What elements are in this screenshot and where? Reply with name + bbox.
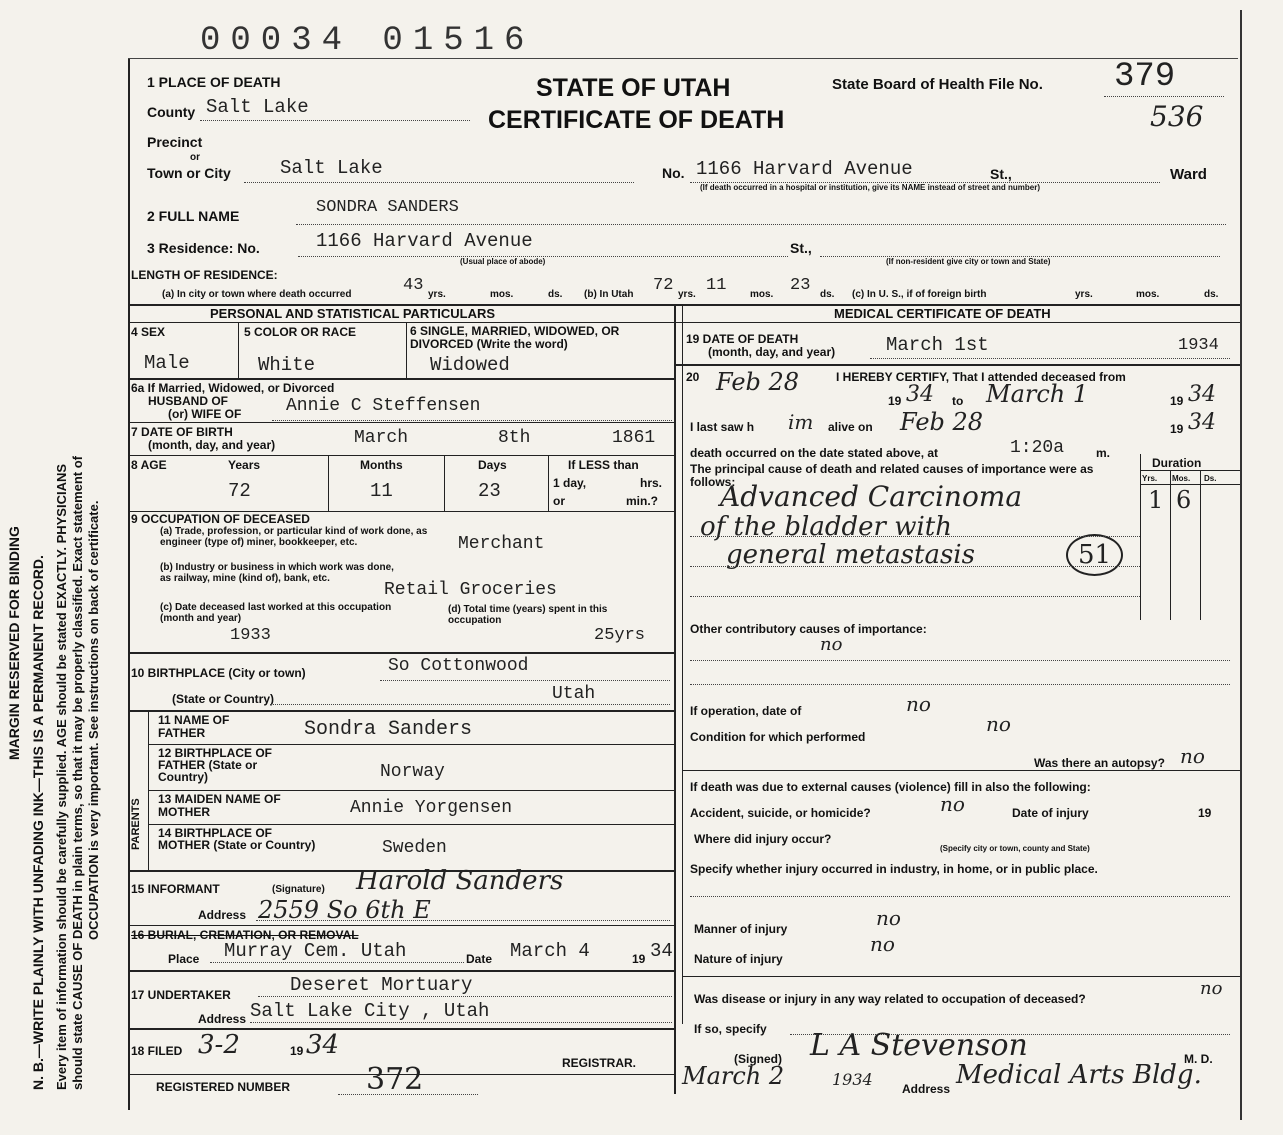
- informant-label: 15 INFORMANT: [131, 882, 220, 896]
- occupation-label: 9 OCCUPATION OF DECEASED: [131, 512, 310, 526]
- years-label: Years: [228, 458, 261, 472]
- personal-heading: PERSONAL AND STATISTICAL PARTICULARS: [210, 306, 496, 321]
- if-so-label: If so, specify: [694, 1022, 767, 1036]
- or-label-2: or: [553, 494, 565, 508]
- residence-city-years: 43: [403, 276, 424, 295]
- burial-date-label: Date: [466, 952, 493, 966]
- sex-label: 4 SEX: [131, 325, 166, 339]
- occupation-d-label: (d) Total time (years) spent in this occupation: [448, 604, 608, 626]
- residence-utah-label: (b) In Utah: [584, 289, 634, 300]
- race-value: White: [258, 354, 316, 376]
- mos-label-3: mos.: [1136, 289, 1160, 300]
- spouse-value: Annie C Steffensen: [286, 396, 481, 416]
- sign-year: 1934: [832, 1070, 873, 1089]
- usual-abode-note: (Usual place of abode): [460, 257, 546, 266]
- death-time-label: death occurred on the date stated above, at: [690, 446, 939, 460]
- occupation-a-label: (a) Trade, profession, or particular kind of work done, as engineer (type of) miner, bookkeeper, etc.: [160, 526, 428, 548]
- mother-label: 13 MAIDEN NAME OF MOTHER: [158, 792, 281, 819]
- or-label: or: [190, 152, 200, 163]
- physician-signature: L A Stevenson: [810, 1028, 1028, 1063]
- street-no-label: No.: [662, 165, 685, 181]
- town-value: Salt Lake: [280, 157, 383, 179]
- attended-to-year: 34: [1188, 382, 1216, 407]
- margin-instruction-1: Every item of information should be carefully supplied. AGE should be stated EXACTLY. PHYSICIANS: [54, 463, 69, 1090]
- place-of-death-heading: 1 PLACE OF DEATH: [147, 74, 281, 90]
- min-label: min.?: [626, 494, 658, 508]
- attended-from: Feb 28: [716, 368, 800, 396]
- occupation-value: Merchant: [458, 534, 545, 554]
- informant-address-label: Address: [198, 908, 247, 922]
- mother-birthplace-label: 14 BIRTHPLACE OF MOTHER (State or Country): [158, 826, 316, 852]
- certify-label: I HEREBY CERTIFY, That I attended deceased from: [836, 370, 1126, 384]
- residence-us-label: (c) In U. S., if of foreign birth: [852, 289, 987, 300]
- injury-date-label: Date of injury: [1012, 806, 1089, 820]
- where-note: (Specify city or town, county and State): [940, 844, 1090, 853]
- birthplace-label: 10 BIRTHPLACE (City or town): [131, 666, 306, 680]
- hrs-label: hrs.: [640, 476, 663, 490]
- burial-year: 34: [650, 940, 673, 962]
- nature-label: Nature of injury: [694, 952, 783, 966]
- town-label: Town or City: [147, 165, 231, 181]
- mos-label-2: mos.: [750, 289, 774, 300]
- last-saw-year: 34: [1188, 410, 1216, 435]
- occupation-c-label: (c) Date deceased last worked at this occupation (month and year): [160, 602, 392, 624]
- accident-value: no: [940, 792, 965, 816]
- undertaker-address-label: Address: [198, 1012, 247, 1026]
- duration-years: 1: [1148, 486, 1164, 514]
- mother-value: Annie Yorgensen: [350, 798, 513, 818]
- age-years: 72: [228, 480, 251, 502]
- undertaker-label: 17 UNDERTAKER: [131, 988, 231, 1002]
- burial-year-prefix: 19: [632, 952, 646, 966]
- age-days: 23: [478, 480, 501, 502]
- father-value: Sondra Sanders: [304, 718, 473, 741]
- signed-label: (Signed): [734, 1052, 782, 1066]
- race-label: 5 COLOR OR RACE: [244, 325, 357, 339]
- attended-from-year: 34: [906, 382, 934, 407]
- sign-date: March 2: [682, 1062, 785, 1090]
- contrib-label: Other contributory causes of importance:: [690, 622, 927, 636]
- residence-value: 1166 Harvard Avenue: [316, 230, 533, 252]
- parents-label: PARENTS: [130, 798, 142, 850]
- condition-label: Condition for which performed: [690, 730, 866, 744]
- industry-value: Retail Groceries: [384, 580, 557, 600]
- filed-label: 18 FILED: [131, 1044, 183, 1058]
- dod-label-1: 19 DATE OF DEATH: [686, 332, 799, 346]
- full-name-label: 2 FULL NAME: [147, 208, 240, 224]
- spouse-label-2: HUSBAND OF: [148, 394, 228, 408]
- file-no-handwritten: 536: [1150, 100, 1204, 133]
- cause-code: 51: [1066, 534, 1123, 576]
- residence-label: 3 Residence: No.: [147, 240, 260, 256]
- nonresident-note: (If non-resident give city or town and State): [886, 257, 1051, 266]
- ward-label: Ward: [1170, 166, 1207, 183]
- last-saw-label: I last saw h: [690, 420, 755, 434]
- dod-year: 1934: [1178, 336, 1219, 355]
- duration-ds-label: Ds.: [1204, 474, 1217, 483]
- dob-label-1: 7 DATE OF BIRTH: [131, 425, 233, 439]
- filed-date: 3-2: [198, 1030, 240, 1060]
- dob-month: March: [354, 428, 409, 448]
- md-label: M. D.: [1184, 1052, 1213, 1066]
- margin-ink-text: N. B.—WRITE PLAINLY WITH UNFADING INK—THIS IS A PERMANENT RECORD.: [30, 555, 46, 1090]
- occ-related-label: Was disease or injury in any way related to occupation of deceased?: [694, 992, 1086, 1006]
- occupation-b-label: (b) Industry or business in which work was done, as railway, mine (kind of), bank, etc.: [160, 562, 394, 584]
- registered-number-label: REGISTERED NUMBER: [156, 1080, 291, 1094]
- last-saw-date: Feb 28: [900, 408, 984, 436]
- registrar-label: REGISTRAR.: [562, 1056, 637, 1070]
- one-day-label: 1 day,: [553, 476, 587, 490]
- residence-utah-days: 23: [790, 276, 811, 295]
- death-time: 1:20a: [1010, 438, 1065, 458]
- cause-label: The principal cause of death and related causes of importance were as follows:: [690, 462, 1094, 489]
- st-label: St.,: [990, 166, 1012, 182]
- registered-number: 372: [366, 1062, 424, 1097]
- total-time-value: 25yrs: [594, 626, 646, 645]
- informant-address: 2559 So 6th E: [258, 896, 431, 924]
- sign-address: Medical Arts Bldg.: [956, 1060, 1202, 1090]
- last-worked-value: 1933: [230, 626, 271, 645]
- yrs-label-3: yrs.: [1075, 289, 1093, 300]
- spouse-label-1: 6a If Married, Widowed, or Divorced: [131, 381, 335, 395]
- duration-months: 6: [1176, 486, 1192, 514]
- burial-place: Murray Cem. Utah: [224, 940, 407, 962]
- margin-instruction-3: OCCUPATION is very important. See instructions on back of certificate.: [86, 500, 101, 940]
- last-saw-suffix: alive on: [828, 420, 873, 434]
- burial-label: 16 BURIAL, CREMATION, OR REMOVAL: [131, 928, 359, 942]
- duration-mos-label: Mos.: [1172, 474, 1191, 483]
- county-label: County: [147, 104, 196, 120]
- county-value: Salt Lake: [206, 96, 309, 118]
- sex-value: Male: [144, 352, 190, 374]
- sign-address-label: Address: [902, 1082, 951, 1096]
- certificate-title: CERTIFICATE OF DEATH: [488, 106, 785, 134]
- dod-value: March 1st: [886, 334, 989, 356]
- file-no-label: State Board of Health File No.: [832, 76, 1043, 93]
- accident-label: Accident, suicide, or homicide?: [690, 806, 871, 820]
- file-stamp-number: 00034 01516: [200, 22, 535, 60]
- where-injury-label: Where did injury occur?: [694, 832, 832, 846]
- precinct-label: Precinct: [147, 134, 203, 150]
- margin-instruction-2: should state CAUSE OF DEATH in plain terms, so that it may be properly classified. Exact statement of: [70, 455, 85, 1090]
- yrs-label-2: yrs.: [678, 289, 696, 300]
- undertaker-address: Salt Lake City , Utah: [250, 1000, 490, 1022]
- age-label: 8 AGE: [131, 458, 167, 472]
- full-name-value: SONDRA SANDERS: [316, 198, 459, 217]
- cause-line-3: general metastasis: [726, 540, 975, 570]
- mos-label: mos.: [490, 289, 514, 300]
- file-no-value: 379: [1114, 58, 1176, 96]
- form-right-border: [1240, 10, 1242, 1120]
- hospital-note: (If death occurred in a hospital or institution, give its NAME instead of street and number): [700, 183, 1041, 192]
- ds-label: ds.: [548, 289, 563, 300]
- father-birthplace-label: 12 BIRTHPLACE OF FATHER (State or Country): [158, 746, 273, 784]
- dod-label-2: (month, day, and year): [708, 345, 836, 359]
- occ-related-value: no: [1200, 978, 1223, 999]
- street-value: 1166 Harvard Avenue: [696, 158, 913, 180]
- m-label: m.: [1096, 446, 1111, 460]
- nature-value: no: [870, 932, 895, 956]
- burial-place-label: Place: [168, 952, 200, 966]
- medical-heading: MEDICAL CERTIFICATE OF DEATH: [834, 306, 1051, 321]
- informant-signature: Harold Sanders: [356, 866, 564, 896]
- father-label: 11 NAME OF FATHER: [158, 713, 230, 740]
- residence-city-label: (a) In city or town where death occurred: [162, 289, 352, 300]
- dob-year: 1861: [612, 428, 656, 448]
- mother-birthplace: Sweden: [382, 838, 447, 858]
- contrib-value: no: [820, 634, 843, 655]
- specify-place-label: Specify whether injury occurred in industry, in home, or in public place.: [690, 862, 1098, 876]
- ds-label-2: ds.: [820, 289, 835, 300]
- dob-label-2: (month, day, and year): [148, 438, 276, 452]
- operation-value: no: [906, 692, 931, 716]
- spouse-label-3: (or) WIFE OF: [168, 407, 242, 421]
- marital-label: 6 SINGLE, MARRIED, WIDOWED, OR DIVORCED (Write the word): [410, 324, 620, 351]
- age-months: 11: [370, 480, 393, 502]
- marital-value: Widowed: [430, 354, 510, 376]
- birthplace-state-label: (State or Country): [172, 692, 274, 706]
- yrs-label: yrs.: [428, 289, 446, 300]
- cause-line-2: of the bladder with: [700, 512, 952, 542]
- ds-label-3: ds.: [1204, 289, 1219, 300]
- last-saw-pronoun: im: [788, 410, 814, 434]
- months-label: Months: [360, 458, 403, 472]
- undertaker-value: Deseret Mortuary: [290, 974, 473, 996]
- autopsy-value: no: [1180, 744, 1205, 768]
- father-birthplace: Norway: [380, 762, 445, 782]
- state-title: STATE OF UTAH: [536, 74, 731, 102]
- filed-year: 34: [306, 1030, 340, 1060]
- attended-to: March 1: [986, 380, 1089, 408]
- condition-value: no: [986, 712, 1011, 736]
- residence-st-label: St.,: [790, 240, 812, 256]
- dob-day: 8th: [498, 428, 531, 448]
- form-left-border: [128, 58, 130, 1110]
- manner-value: no: [876, 906, 901, 930]
- manner-label: Manner of injury: [694, 922, 788, 936]
- birthplace-state: Utah: [552, 684, 596, 704]
- autopsy-label: Was there an autopsy?: [1034, 756, 1165, 770]
- duration-yrs-label: Yrs.: [1142, 474, 1158, 483]
- to-label: to: [952, 394, 964, 408]
- burial-date: March 4: [510, 940, 590, 962]
- signature-label: (Signature): [272, 884, 325, 895]
- length-of-residence-label: LENGTH OF RESIDENCE:: [131, 268, 278, 282]
- operation-label: If operation, date of: [690, 704, 802, 718]
- margin-binding-text: MARGIN RESERVED FOR BINDING: [6, 526, 22, 760]
- external-causes-label: If death was due to external causes (violence) fill in also the following:: [690, 780, 1091, 794]
- less-than-label: If LESS than: [568, 458, 639, 472]
- duration-label: Duration: [1152, 456, 1202, 470]
- cause-line-1: Advanced Carcinoma: [720, 480, 1023, 513]
- residence-utah-months: 11: [706, 276, 727, 295]
- residence-utah-years: 72: [653, 276, 674, 295]
- days-label: Days: [478, 458, 507, 472]
- birthplace-city: So Cottonwood: [388, 656, 529, 676]
